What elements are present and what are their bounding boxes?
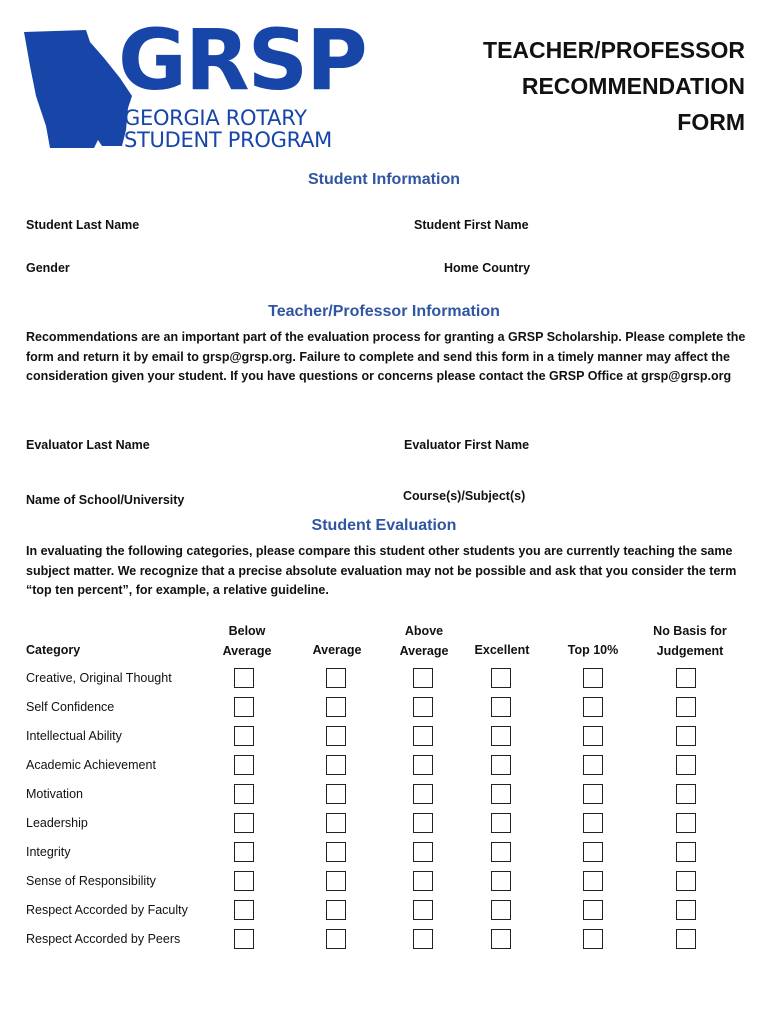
- rating-checkbox-above-average[interactable]: [413, 784, 433, 804]
- category-label: Integrity: [26, 845, 71, 859]
- student-first-name-label: Student First Name: [414, 218, 529, 232]
- evaluation-row: [0, 842, 768, 864]
- form-title-line: TEACHER/PROFESSOR: [483, 37, 745, 63]
- logo-acronym: GRSP: [118, 11, 366, 109]
- rating-checkbox-below-average[interactable]: [234, 842, 254, 862]
- rating-checkbox-no-basis[interactable]: [676, 929, 696, 949]
- column-header-below-average: [197, 622, 297, 661]
- rating-checkbox-average[interactable]: [326, 784, 346, 804]
- column-header-line: Average: [222, 643, 272, 658]
- rating-checkbox-top-10[interactable]: [583, 755, 603, 775]
- evaluation-row: [0, 813, 768, 835]
- rating-checkbox-above-average[interactable]: [413, 755, 433, 775]
- column-header-line: Average: [399, 643, 449, 658]
- rating-checkbox-average[interactable]: [326, 871, 346, 891]
- logo-subtitle-line2: STUDENT PROGRAM: [124, 128, 332, 152]
- evaluation-row: [0, 755, 768, 777]
- rating-checkbox-above-average[interactable]: [413, 668, 433, 688]
- rating-checkbox-excellent[interactable]: [491, 755, 511, 775]
- rating-checkbox-average[interactable]: [326, 842, 346, 862]
- column-header-line: Excellent: [474, 643, 530, 657]
- rating-checkbox-below-average[interactable]: [234, 813, 254, 833]
- rating-checkbox-excellent[interactable]: [491, 871, 511, 891]
- column-header-line: Above: [404, 624, 444, 638]
- student-evaluation-intro: In evaluating the following categories, please compare this student other students you are currently teaching the same subject matter. We recognize that a precise absolute evaluation may not be possible and ask that you consider the term “top ten percent”, for example, a relative guideline.: [26, 544, 737, 598]
- rating-checkbox-above-average[interactable]: [413, 726, 433, 746]
- column-header-excellent: [452, 641, 552, 661]
- category-label: Self Confidence: [26, 700, 115, 714]
- rating-checkbox-no-basis[interactable]: [676, 784, 696, 804]
- rating-checkbox-below-average[interactable]: [234, 900, 254, 920]
- evaluation-row: [0, 871, 768, 893]
- rating-checkbox-top-10[interactable]: [583, 900, 603, 920]
- student-info-heading: Student Information: [308, 171, 460, 188]
- rating-checkbox-no-basis[interactable]: [676, 871, 696, 891]
- column-header-average: [287, 641, 387, 661]
- rating-checkbox-excellent[interactable]: [491, 813, 511, 833]
- logo-subtitle-line1: GEORGIA ROTARY: [124, 106, 307, 130]
- rating-checkbox-average[interactable]: [326, 813, 346, 833]
- rating-checkbox-excellent[interactable]: [491, 784, 511, 804]
- form-title-line: RECOMMENDATION: [521, 73, 745, 99]
- rating-checkbox-below-average[interactable]: [234, 929, 254, 949]
- rating-checkbox-above-average[interactable]: [413, 929, 433, 949]
- rating-checkbox-excellent[interactable]: [491, 697, 511, 717]
- rating-checkbox-average[interactable]: [326, 726, 346, 746]
- rating-checkbox-above-average[interactable]: [413, 813, 433, 833]
- evaluation-row: [0, 726, 768, 748]
- rating-checkbox-below-average[interactable]: [234, 697, 254, 717]
- rating-checkbox-excellent[interactable]: [491, 726, 511, 746]
- rating-checkbox-top-10[interactable]: [583, 726, 603, 746]
- rating-checkbox-average[interactable]: [326, 668, 346, 688]
- rating-checkbox-above-average[interactable]: [413, 900, 433, 920]
- category-label: Sense of Responsibility: [26, 874, 156, 888]
- column-header-line: Average: [312, 643, 362, 657]
- rating-checkbox-average[interactable]: [326, 900, 346, 920]
- rating-checkbox-below-average[interactable]: [234, 784, 254, 804]
- rating-checkbox-top-10[interactable]: [583, 668, 603, 688]
- rating-checkbox-no-basis[interactable]: [676, 726, 696, 746]
- student-evaluation-heading: Student Evaluation: [311, 517, 457, 534]
- category-label: Creative, Original Thought: [26, 671, 172, 685]
- form-title: [445, 32, 745, 140]
- column-header-line: Below: [228, 624, 266, 638]
- rating-checkbox-above-average[interactable]: [413, 842, 433, 862]
- evaluator-first-name-label: Evaluator First Name: [404, 438, 530, 452]
- rating-checkbox-no-basis[interactable]: [676, 842, 696, 862]
- rating-checkbox-average[interactable]: [326, 929, 346, 949]
- category-label: Motivation: [26, 787, 83, 801]
- rating-checkbox-below-average[interactable]: [234, 726, 254, 746]
- column-header-no-basis: [630, 622, 750, 661]
- category-label: Intellectual Ability: [26, 729, 122, 743]
- category-label: Academic Achievement: [26, 758, 156, 772]
- rating-checkbox-excellent[interactable]: [491, 900, 511, 920]
- category-label: Respect Accorded by Faculty: [26, 903, 188, 917]
- rating-checkbox-below-average[interactable]: [234, 668, 254, 688]
- gender-label: Gender: [26, 261, 70, 275]
- rating-checkbox-no-basis[interactable]: [676, 900, 696, 920]
- rating-checkbox-no-basis[interactable]: [676, 697, 696, 717]
- column-header-top-10: [543, 641, 643, 661]
- rating-checkbox-no-basis[interactable]: [676, 813, 696, 833]
- rating-checkbox-below-average[interactable]: [234, 755, 254, 775]
- student-last-name-label: Student Last Name: [26, 218, 140, 232]
- evaluator-last-name-label: Evaluator Last Name: [26, 438, 150, 452]
- courses-subjects-label: Course(s)/Subject(s): [403, 489, 526, 503]
- teacher-info-intro: Recommendations are an important part of the evaluation process for granting a GRSP Scholarship. Please complete the form and return it by email to grsp@grsp.org. Failure to complete and send this form in a timely manner may affect the consideration given your student. If you have questions or concerns please contact the GRSP Office at grsp@grsp.org: [26, 330, 746, 384]
- column-header-line: No Basis for: [653, 624, 727, 638]
- rating-checkbox-above-average[interactable]: [413, 871, 433, 891]
- column-header-line: Top 10%: [567, 643, 619, 657]
- rating-checkbox-no-basis[interactable]: [676, 755, 696, 775]
- rating-checkbox-top-10[interactable]: [583, 697, 603, 717]
- rating-checkbox-no-basis[interactable]: [676, 668, 696, 688]
- rating-checkbox-below-average[interactable]: [234, 871, 254, 891]
- evaluation-row: [0, 668, 768, 690]
- rating-checkbox-excellent[interactable]: [491, 842, 511, 862]
- evaluation-row: [0, 929, 768, 951]
- rating-checkbox-top-10[interactable]: [583, 813, 603, 833]
- form-title-line: FORM: [677, 109, 745, 135]
- evaluation-row: [0, 697, 768, 719]
- evaluation-row: [0, 784, 768, 806]
- rating-checkbox-top-10[interactable]: [583, 929, 603, 949]
- rating-checkbox-average[interactable]: [326, 755, 346, 775]
- category-label: Leadership: [26, 816, 88, 830]
- evaluation-row: [0, 900, 768, 922]
- rating-checkbox-top-10[interactable]: [583, 842, 603, 862]
- home-country-label: Home Country: [444, 261, 531, 275]
- rating-checkbox-excellent[interactable]: [491, 668, 511, 688]
- category-label: Respect Accorded by Peers: [26, 932, 181, 946]
- category-column-header: Category: [26, 643, 81, 657]
- rating-checkbox-top-10[interactable]: [583, 784, 603, 804]
- school-name-label: Name of School/University: [26, 493, 185, 507]
- column-header-line: Judgement: [656, 643, 724, 658]
- rating-checkbox-excellent[interactable]: [491, 929, 511, 949]
- rating-checkbox-above-average[interactable]: [413, 697, 433, 717]
- rating-checkbox-average[interactable]: [326, 697, 346, 717]
- rating-checkbox-top-10[interactable]: [583, 871, 603, 891]
- teacher-info-heading: Teacher/Professor Information: [268, 303, 500, 320]
